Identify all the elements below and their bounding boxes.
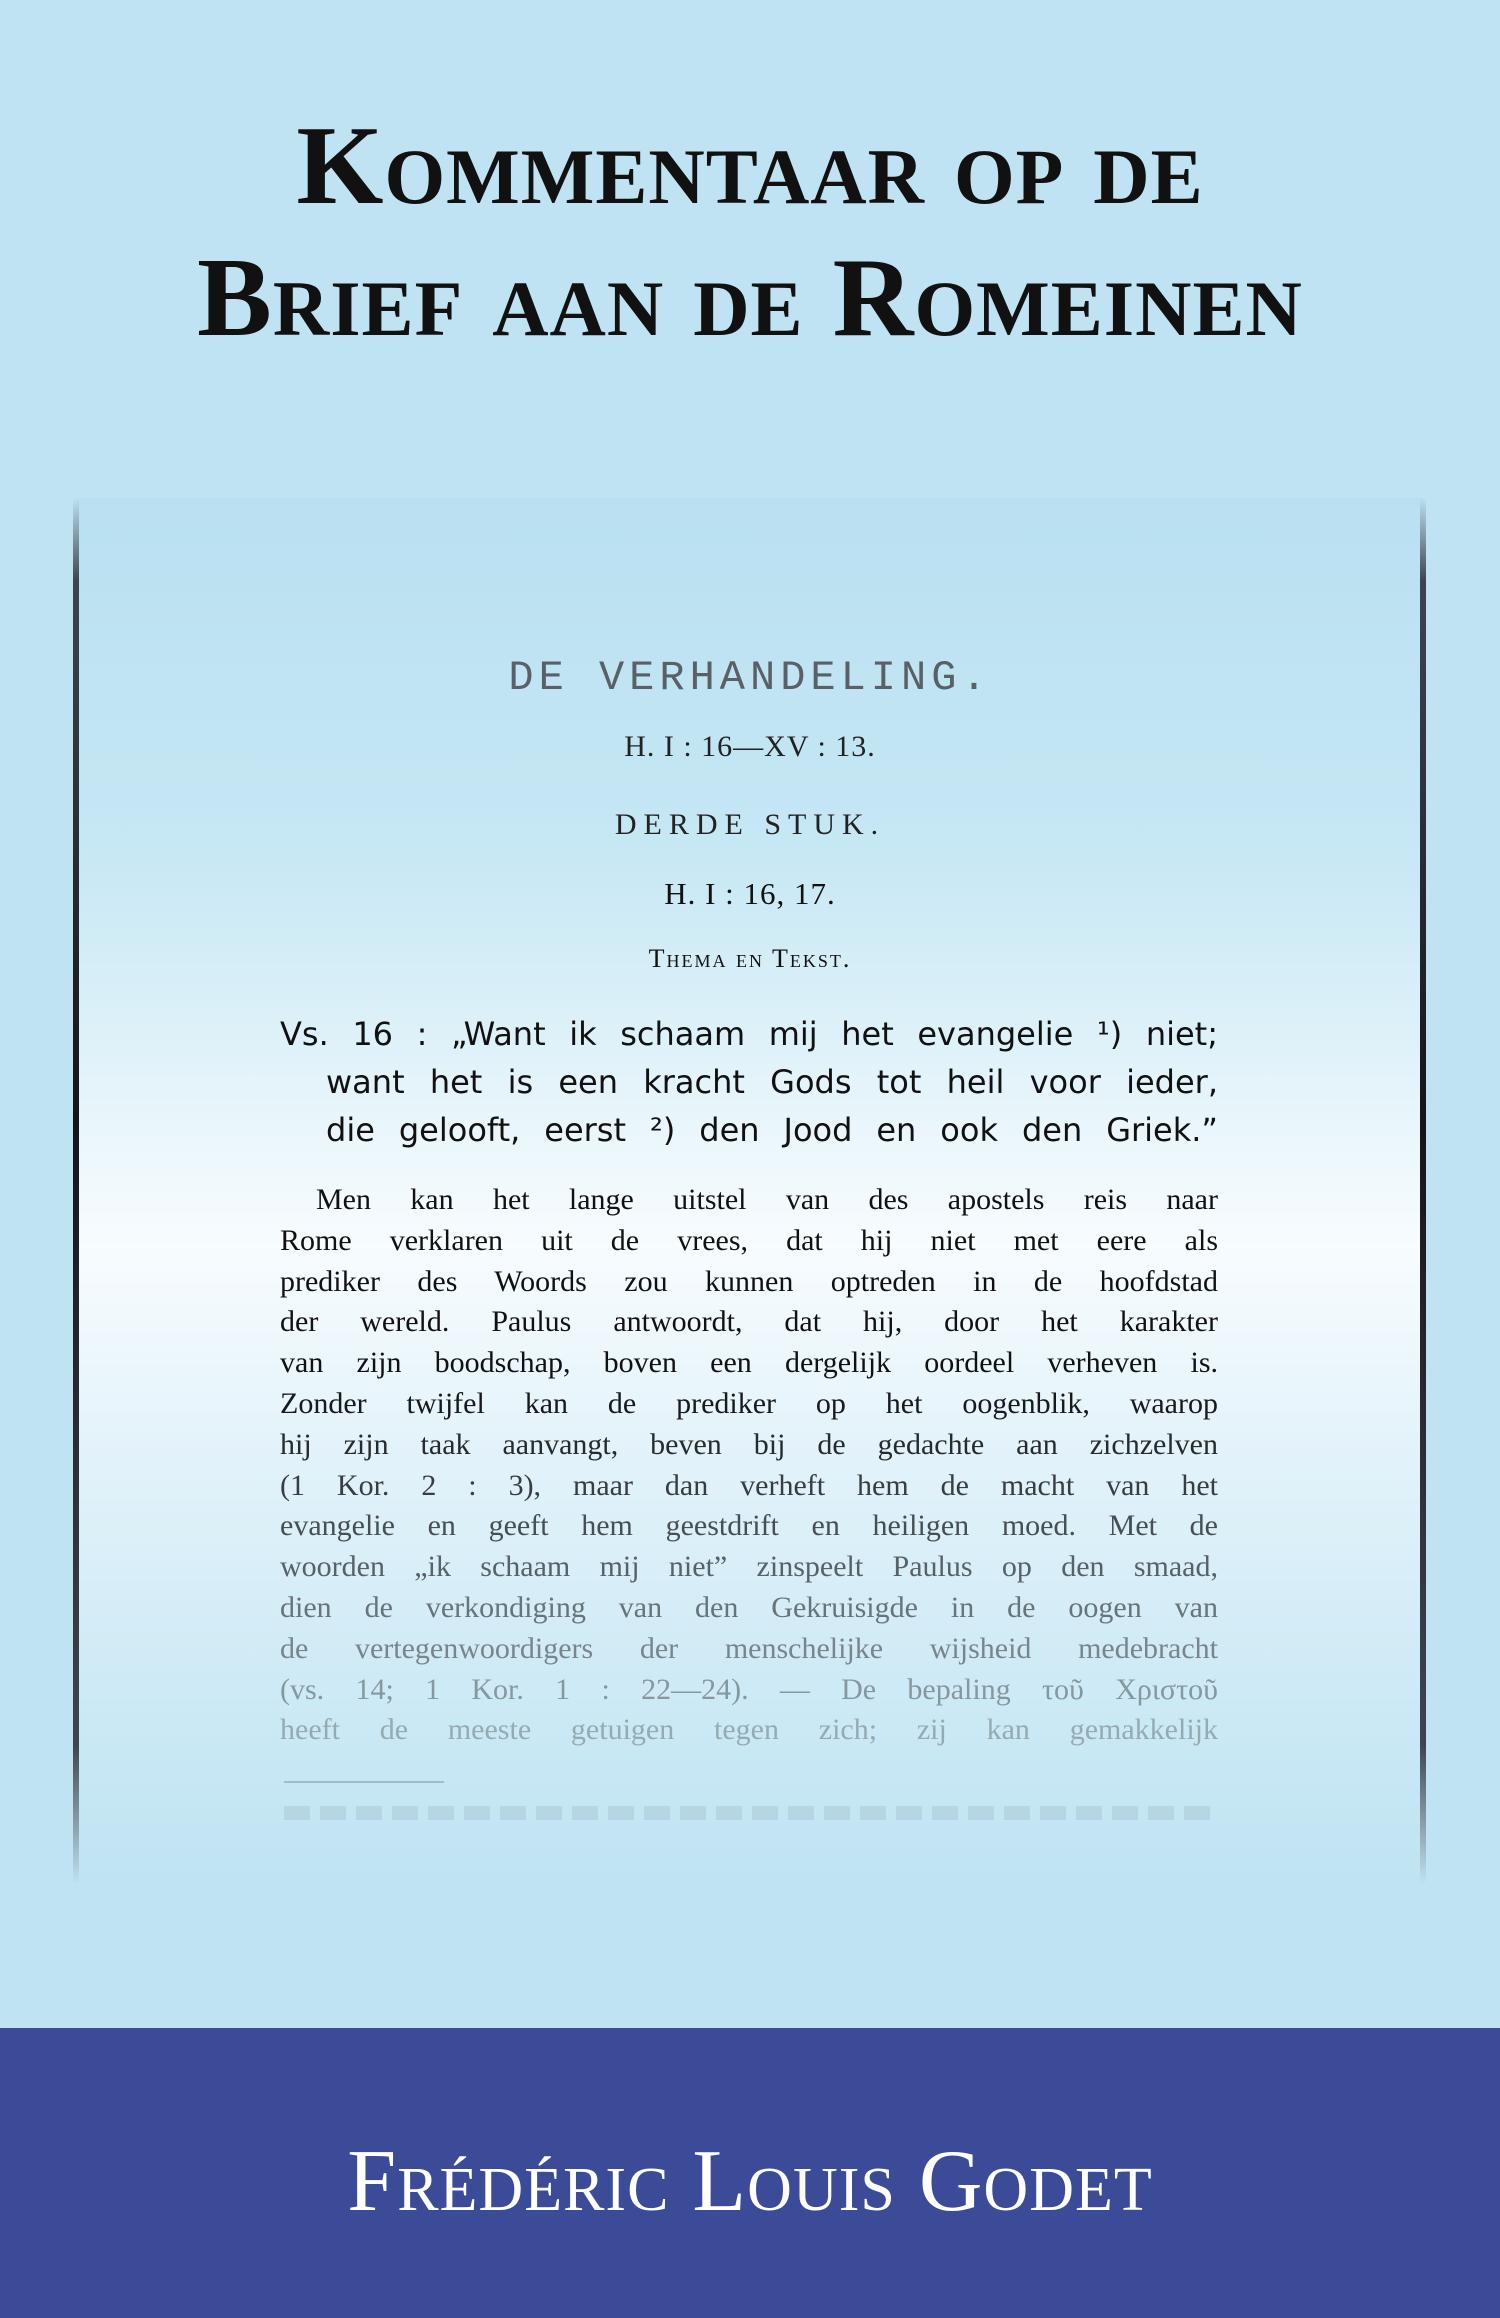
paragraph-line: van zijn boodschap, boven een dergelijk oordeel verheven is. [280,1346,1218,1380]
paragraph-line: dien de verkondiging van den Gekruisigde in de oogen van [280,1590,1218,1624]
page-part: DERDE STUK. [614,808,886,841]
footnote-rule [284,1781,444,1783]
page-edge-left [73,498,79,1884]
paragraph-line: evangelie en geeft hem geestdrift en heiligen moed. Met de [280,1509,1218,1543]
paragraph-line: (vs. 14; 1 Kor. 1 : 22—24). — De bepaling τοῦ Χριστοῦ [280,1672,1218,1706]
verse-text [280,1010,1218,1154]
title-line-2: Brief aan de Romeinen [197,236,1303,360]
paragraph-line: Zonder twijfel kan de prediker op het oogenblik, waarop [280,1386,1218,1420]
paragraph-line: heeft de meeste getuigen tegen zich; zij kan gemakkelijk [280,1713,1218,1747]
paragraph-line: der wereld. Paulus antwoordt, dat hij, door het karakter [280,1305,1218,1339]
page-edge-right [1420,498,1426,1884]
page-chapter: H. I : 16, 17. [664,876,836,911]
verse-line: Vs. 16 : „Want ik schaam mij het evangelie ¹) niet; [280,1015,1218,1053]
paragraph-line: prediker des Woords zou kunnen optreden in de hoofdstad [280,1264,1218,1298]
paragraph-line: hij zijn taak aanvangt, beven bij de gedachte aan zichzelven [280,1427,1218,1461]
page-heading: DE VERHANDELING. [508,654,992,702]
paragraph-line: (1 Kor. 2 : 3), maar dan verheft hem de macht van het [280,1468,1218,1502]
title-line-1: Kommentaar op de [296,104,1204,228]
page-theme: Thema en Tekst. [648,944,852,973]
paragraph-line: Men kan het lange uitstel van des apostels reis naar [316,1183,1218,1216]
paragraph-line: Rome verklaren uit de vrees, dat hij niet met eere als [280,1223,1218,1257]
paragraph-line: woorden „ik schaam mij niet” zinspeelt Paulus op den smaad, [280,1550,1218,1584]
faded-footnote [284,1806,1214,1820]
verse-line: die gelooft, eerst ²) den Jood en ook den Griek.” [326,1111,1218,1149]
page-range: H. I : 16—XV : 13. [624,730,876,763]
verse-line: want het is een kracht Gods tot heil voor ieder, [326,1063,1218,1101]
book-title [0,100,1500,364]
commentary-paragraph [280,1180,1218,1751]
paragraph-line: de vertegenwoordigers der menschelijke wijsheid medebracht [280,1631,1218,1665]
author-name: Frédéric Louis Godet [347,2133,1153,2230]
